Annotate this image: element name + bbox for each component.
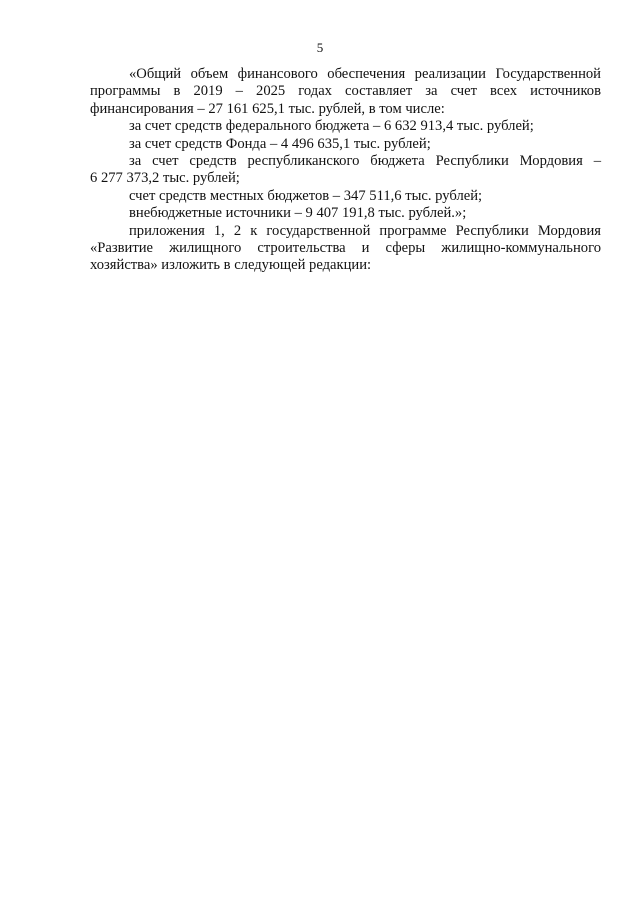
body-line: внебюджетные источники – 9 407 191,8 тыс. рублей.»; [129, 205, 467, 222]
body-line: финансирования – 27 161 625,1 тыс. рублей, в том числе: [90, 100, 445, 117]
body-line: приложения 1, 2 к государственной программе Республики Мордовия [129, 222, 601, 239]
body-line: за счет средств республиканского бюджета Республики Мордовия – [129, 153, 601, 170]
page-number: 5 [316, 40, 324, 55]
body-line: счет средств местных бюджетов – 347 511,6 тыс. рублей; [129, 187, 483, 204]
body-line: за счет средств Фонда – 4 496 635,1 тыс. рублей; [129, 135, 431, 152]
document-body [90, 66, 601, 275]
body-line: за счет средств федерального бюджета – 6 632 913,4 тыс. рублей; [129, 118, 534, 135]
body-line: 6 277 373,2 тыс. рублей; [90, 170, 240, 187]
body-line: программы в 2019 – 2025 годах составляет за счет всех источников [90, 83, 601, 100]
body-line: «Развитие жилищного строительства и сферы жилищно-коммунального [90, 240, 601, 257]
body-line: хозяйства» изложить в следующей редакции: [90, 257, 372, 274]
body-line: «Общий объем финансового обеспечения реализации Государственной [129, 66, 601, 82]
